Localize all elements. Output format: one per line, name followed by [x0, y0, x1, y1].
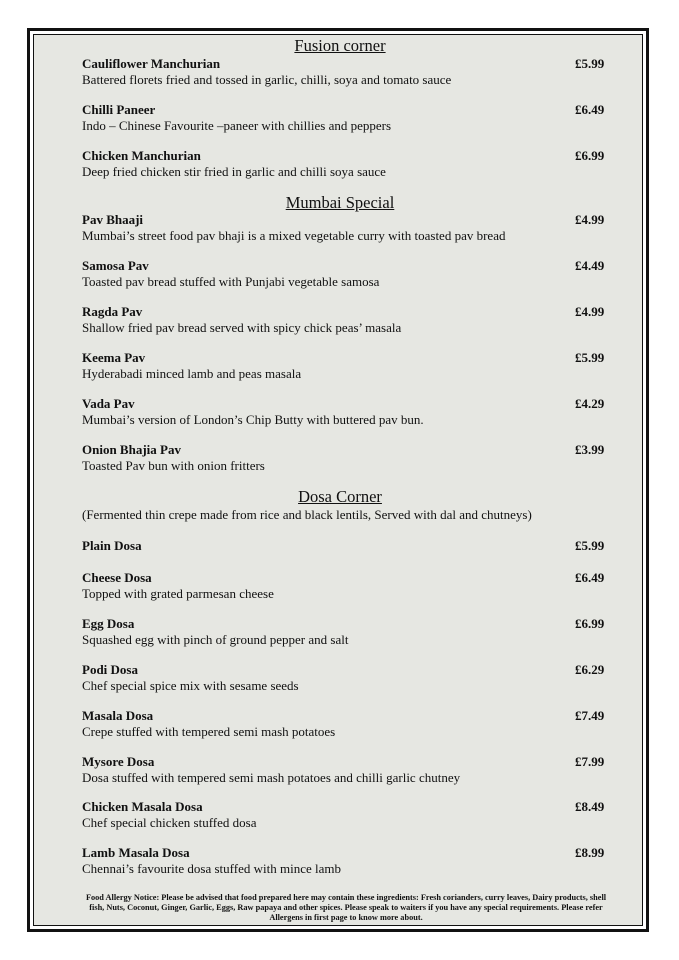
menu-item: [82, 102, 607, 134]
item-description: Crepe stuffed with tempered semi mash potatoes: [82, 724, 336, 739]
item-name: Samosa Pav: [82, 258, 149, 273]
section-title-fusion-corner: Fusion corner: [294, 36, 386, 55]
item-price: £8.49: [575, 799, 605, 814]
item-description: Toasted pav bread stuffed with Punjabi vegetable samosa: [82, 274, 380, 289]
item-description: Mumbai’s street food pav bhaji is a mixed vegetable curry with toasted pav bread: [82, 228, 506, 243]
section-title-dosa-corner: Dosa Corner: [298, 487, 382, 506]
section-note: (Fermented thin crepe made from rice and black lentils, Served with dal and chutneys): [82, 507, 532, 522]
item-price: £5.99: [575, 538, 605, 553]
item-description: Topped with grated parmesan cheese: [82, 586, 274, 601]
menu-item: [82, 662, 607, 694]
item-description: Dosa stuffed with tempered semi mash potatoes and chilli garlic chutney: [82, 770, 461, 785]
menu-item: [82, 799, 607, 831]
item-name: Podi Dosa: [82, 662, 138, 677]
item-price: £6.99: [575, 148, 605, 163]
item-name: Onion Bhajia Pav: [82, 442, 181, 457]
item-name: Mysore Dosa: [82, 754, 155, 769]
item-name: Plain Dosa: [82, 538, 142, 553]
menu-item: [82, 212, 607, 244]
item-price: £4.49: [575, 258, 605, 273]
menu-item: [82, 442, 607, 474]
menu-item: [82, 396, 607, 428]
item-price: £5.99: [575, 56, 605, 71]
item-name: Cauliflower Manchurian: [82, 56, 221, 71]
menu-item: [82, 708, 607, 740]
item-description: Mumbai’s version of London’s Chip Butty with buttered pav bun.: [82, 412, 424, 427]
menu-item: [82, 304, 607, 336]
menu-item: [82, 350, 607, 382]
item-description: Chef special chicken stuffed dosa: [82, 815, 257, 830]
item-name: Ragda Pav: [82, 304, 143, 319]
item-description: Squashed egg with pinch of ground pepper and salt: [82, 632, 349, 647]
item-description: Toasted Pav bun with onion fritters: [82, 458, 265, 473]
item-description: Shallow fried pav bread served with spicy chick peas’ masala: [82, 320, 402, 335]
allergy-notice: Food Allergy Notice: Please be advised that food prepared here may contain these ingredients: Fresh corianders, curry leaves, Dairy products, shell fish, Nuts, Coconut, Ginger, Garlic, Eggs, Raw papaya and other spices. Please speak to waiters if you have any special requirements. Please refer Allergens in first page to know more about.: [85, 893, 607, 922]
menu-item: [82, 258, 607, 290]
menu-item: [82, 845, 607, 877]
item-price: £7.49: [575, 708, 605, 723]
item-price: £7.99: [575, 754, 605, 769]
item-description: Hyderabadi minced lamb and peas masala: [82, 366, 302, 381]
item-description: Chef special spice mix with sesame seeds: [82, 678, 299, 693]
menu-item: [82, 56, 607, 88]
item-price: £3.99: [575, 442, 605, 457]
item-name: Chicken Manchurian: [82, 148, 201, 163]
menu-item: [82, 538, 607, 554]
item-price: £6.99: [575, 616, 605, 631]
item-price: £6.49: [575, 570, 605, 585]
section-title-mumbai-special: Mumbai Special: [285, 193, 395, 212]
item-name: Chicken Masala Dosa: [82, 799, 203, 814]
item-name: Chilli Paneer: [82, 102, 156, 117]
menu-item: [82, 616, 607, 648]
item-name: Masala Dosa: [82, 708, 154, 723]
item-name: Cheese Dosa: [82, 570, 152, 585]
item-price: £4.99: [575, 304, 605, 319]
item-price: £4.29: [575, 396, 605, 411]
item-description: Deep fried chicken stir fried in garlic and chilli soya sauce: [82, 164, 386, 179]
item-description: Chennai’s favourite dosa stuffed with mince lamb: [82, 861, 341, 876]
item-name: Pav Bhaaji: [82, 212, 144, 227]
item-name: Lamb Masala Dosa: [82, 845, 190, 860]
item-name: Vada Pav: [82, 396, 135, 411]
item-price: £5.99: [575, 350, 605, 365]
menu-item: [82, 148, 607, 180]
menu-item: [82, 754, 607, 786]
item-price: £6.49: [575, 102, 605, 117]
item-price: £8.99: [575, 845, 605, 860]
item-name: Egg Dosa: [82, 616, 135, 631]
item-description: Indo – Chinese Favourite –paneer with chillies and peppers: [82, 118, 392, 133]
item-price: £4.99: [575, 212, 605, 227]
item-price: £6.29: [575, 662, 605, 677]
menu-item: [82, 570, 607, 602]
item-description: Battered florets fried and tossed in garlic, chilli, soya and tomato sauce: [82, 72, 452, 87]
item-name: Keema Pav: [82, 350, 146, 365]
